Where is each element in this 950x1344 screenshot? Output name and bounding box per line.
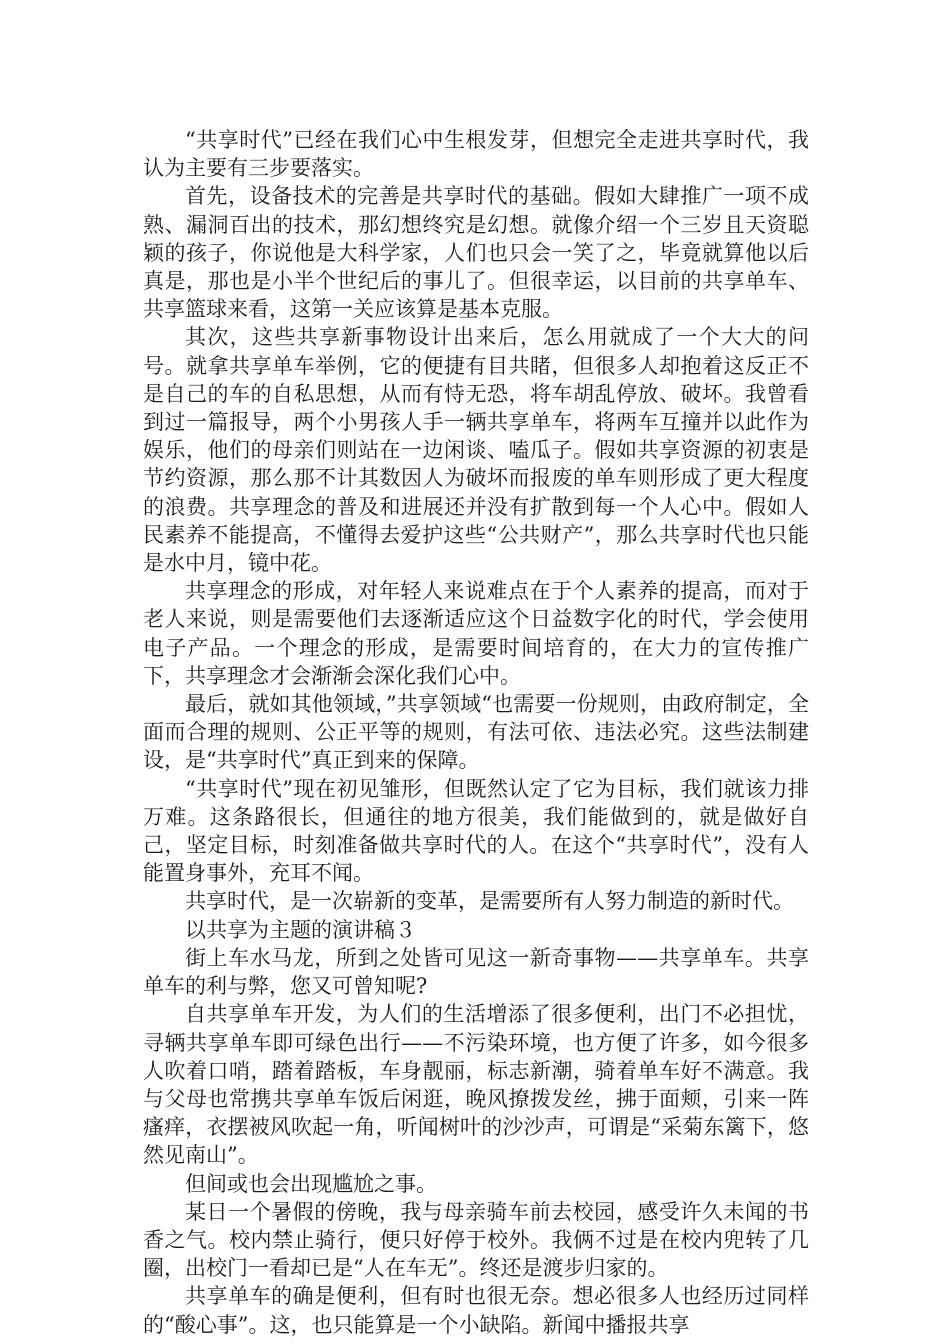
paragraph: 首先，设备技术的完善是共享时代的基础。假如大肆推广一项不成熟、漏洞百出的技术，那幻想终究是幻想。就像介绍一个三岁且天资聪颖的孩子，你说他是大科学家，人们也只会一笑了之，毕竟就算他以后真是，那也是小半个世纪后的事儿了。但很幸运，以目前的共享单车、共享篮球来看，这第一关应该算是基本克服。 xyxy=(143,184,809,322)
document-body xyxy=(143,126,809,1339)
paragraph: 共享时代，是一次崭新的变革，是需要所有人努力制造的新时代。 xyxy=(185,889,794,914)
paragraph: 共享理念的形成，对年轻人来说难点在于个人素养的提高，而对于老人来说，则是需要他们去逐渐适应这个日益数字化的时代，学会使用电子产品。一个理念的形成，是需要时间培育的，在大力的宣传推广下，共享理念才会渐渐会深化我们心中。 xyxy=(143,579,809,688)
paragraph: 但间或也会出现尴尬之事。 xyxy=(185,1171,437,1196)
paragraph: 其次，这些共享新事物设计出来后，怎么用就成了一个大大的问号。就拿共享单车举例，它的便捷有目共睹，但很多人却抱着这反正不是自己的车的自私思想，从而有恃无恐，将车胡乱停放、破坏。我曾看到过一篇报导，两个小男孩人手一辆共享单车，将两车互撞并以此作为娱乐，他们的母亲们则站在一边闲谈、嗑瓜子。假如共享资源的初衷是节约资源，那么那不计其数因人为破坏而报废的单车则形成了更大程度的浪费。共享理念的普及和进展还并没有扩散到每一个人心中。假如人民素养不能提高，不懂得去爱护这些“公共财产”，那么共享时代也只能是水中月，镜中花。 xyxy=(143,325,809,576)
paragraph: “共享时代”已经在我们心中生根发芽，但想完全走进共享时代，我认为主要有三步要落实。 xyxy=(143,128,809,181)
paragraph: 最后，就如其他领域，”共享领域“也需要一份规则，由政府制定，全面而合理的规则、公正平等的规则，有法可依、违法必究。这些法制建设，是“共享时代”真正到来的保障。 xyxy=(143,692,809,773)
paragraph: 某日一个暑假的傍晚，我与母亲骑车前去校园，感受许久未闻的书香之气。校内禁止骑行，便只好停于校外。我俩不过是在校内兜转了几圈，出校门一看却已是“人在车无”。终还是渡步归家的。 xyxy=(143,1199,809,1281)
paragraph: “共享时代”现在初见雏形，但既然认定了它为目标，我们就该力排万难。这条路很长，但通往的地方很美，我们能做到的，就是做好自己，坚定目标，时刻准备做共享时代的人。在这个“共享时代”，没有人能置身事外，充耳不闻。 xyxy=(143,776,809,886)
paragraph: 自共享单车开发，为人们的生活增添了很多便利，出门不必担忧，寻辆共享单车即可绿色出行——不污染环境，也方便了许多，如今很多人吹着口哨，踏着踏板，车身靓丽，标志新潮，骑着单车好不满意。我与父母也常携共享单车饭后闲逛，晚风撩拨发丝，拂于面颊，引来一阵瘙痒，衣摆被风吹起一角，听闻树叶的沙沙声，可谓是“采菊东篱下，悠然见南山”。 xyxy=(143,1002,809,1168)
paragraph: 共享单车的确是便利，但有时也很无奈。想必很多人也经历过同样的“酸心事”。这，也只能算是一个小缺陷。新闻中播报共享 xyxy=(143,1284,809,1337)
section-heading: 以共享为主题的演讲稿３ xyxy=(185,917,416,942)
paragraph: 街上车水马龙，所到之处皆可见这一新奇事物——共享单车。共享单车的利与弊，您又可曾知呢? xyxy=(143,945,809,999)
